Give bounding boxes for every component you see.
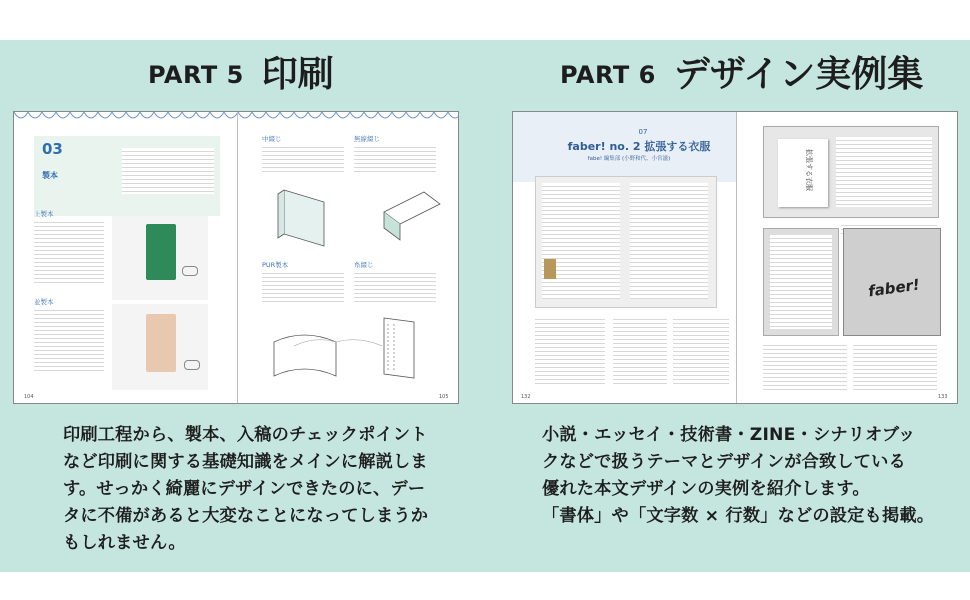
spec-table-middle [613, 316, 667, 386]
saddle-text [262, 144, 344, 174]
hardcover-photo [112, 216, 208, 300]
book-roll-icon [182, 266, 198, 276]
page-number-right: 105 [439, 394, 449, 400]
inner-page-photo-1 [763, 228, 839, 336]
part5-spread-image [13, 111, 459, 404]
binding-diagrams-bottom [264, 312, 444, 388]
subhead-pur: PUR製本 [262, 261, 289, 269]
thread-text [354, 270, 436, 304]
binding-diagrams-top [264, 182, 444, 252]
subhead-hardcover: 上製本 [34, 210, 54, 218]
page-number-left-2: 132 [521, 394, 531, 400]
part5-heading [148, 46, 334, 97]
beige-book-icon [146, 314, 176, 372]
book-photo [535, 176, 717, 308]
spec-table-right-2 [853, 342, 937, 392]
part6-description [542, 422, 934, 530]
article-title: faber! no. 2 拡張する衣服 [567, 140, 711, 153]
subhead-thread-sewn: 糸綴じ [354, 261, 374, 269]
part6-name: デザイン実例集 [673, 54, 924, 95]
cover-text: 拡張する衣服 [805, 149, 813, 191]
subhead-saddle-stitch: 中綴じ [262, 135, 282, 143]
part6-heading [560, 46, 923, 97]
part5-desc-line-3: す。せっかく綺麗にデザインできたのに、デー [63, 479, 426, 499]
paperback-text [34, 307, 104, 373]
book-photo-text-left [542, 183, 620, 299]
pur-text [262, 270, 344, 304]
hardcover-text [34, 219, 104, 283]
part6-number: PART 6 [560, 61, 656, 89]
book-photo-swatch [544, 259, 556, 279]
inner-page-text-1 [770, 235, 832, 329]
part5-desc-line-1: 印刷工程から、製本、入稿のチェックポイント [63, 425, 428, 445]
part6-desc-line-2: クなどで扱うテーマとデザインが合致している [542, 452, 906, 472]
cover-photo [763, 126, 939, 218]
page-number-left: 104 [24, 394, 34, 400]
part6-desc-line-1: 小説・エッセイ・技術書・ZINE・シナリオブッ [542, 425, 916, 445]
green-book-icon [146, 224, 176, 280]
page-number-right-2: 133 [938, 394, 948, 400]
part5-description [63, 422, 428, 557]
subhead-perfect-binding: 無線綴じ [354, 135, 380, 143]
inner-page-photo-2 [843, 228, 941, 336]
spec-table-right [673, 316, 729, 386]
article-subtitle: fabe! 編集部 (小野和代、小宮滋) [587, 156, 671, 162]
book-roll-icon-2 [184, 360, 200, 370]
part5-desc-line-4: タに不備があると大変なことになってしまうか [63, 506, 429, 526]
spec-table-left [535, 316, 605, 386]
section-title: 製本 [42, 171, 58, 180]
part5-name: 印刷 [261, 54, 334, 95]
part5-desc-line-2: など印刷に関する基礎知識をメインに解説しま [63, 452, 428, 472]
part5-number: PART 5 [148, 61, 244, 89]
paperback-photo [112, 304, 208, 390]
part5-desc-line-5: もしれません。 [63, 533, 186, 553]
section-number: 03 [42, 140, 63, 158]
subhead-paperback: 並製本 [34, 298, 54, 306]
part6-spread-image [512, 111, 958, 404]
cover2-text: faber! [866, 275, 921, 301]
perfect-text [354, 144, 436, 174]
spec-table-right-1 [763, 342, 847, 392]
cover-spec-text [836, 137, 932, 207]
spread-spine [237, 112, 238, 403]
part6-desc-line-3: 優れた本文デザインの実例を紹介します。 [542, 479, 870, 499]
article-number: 07 [638, 128, 648, 136]
book-photo-text-right [630, 183, 708, 299]
part6-desc-line-4: 「書体」や「文字数 × 行数」などの設定も掲載。 [542, 506, 935, 526]
spread-spine-2 [736, 112, 737, 403]
intro-text-block [122, 148, 214, 194]
magazine-cover [778, 139, 828, 207]
